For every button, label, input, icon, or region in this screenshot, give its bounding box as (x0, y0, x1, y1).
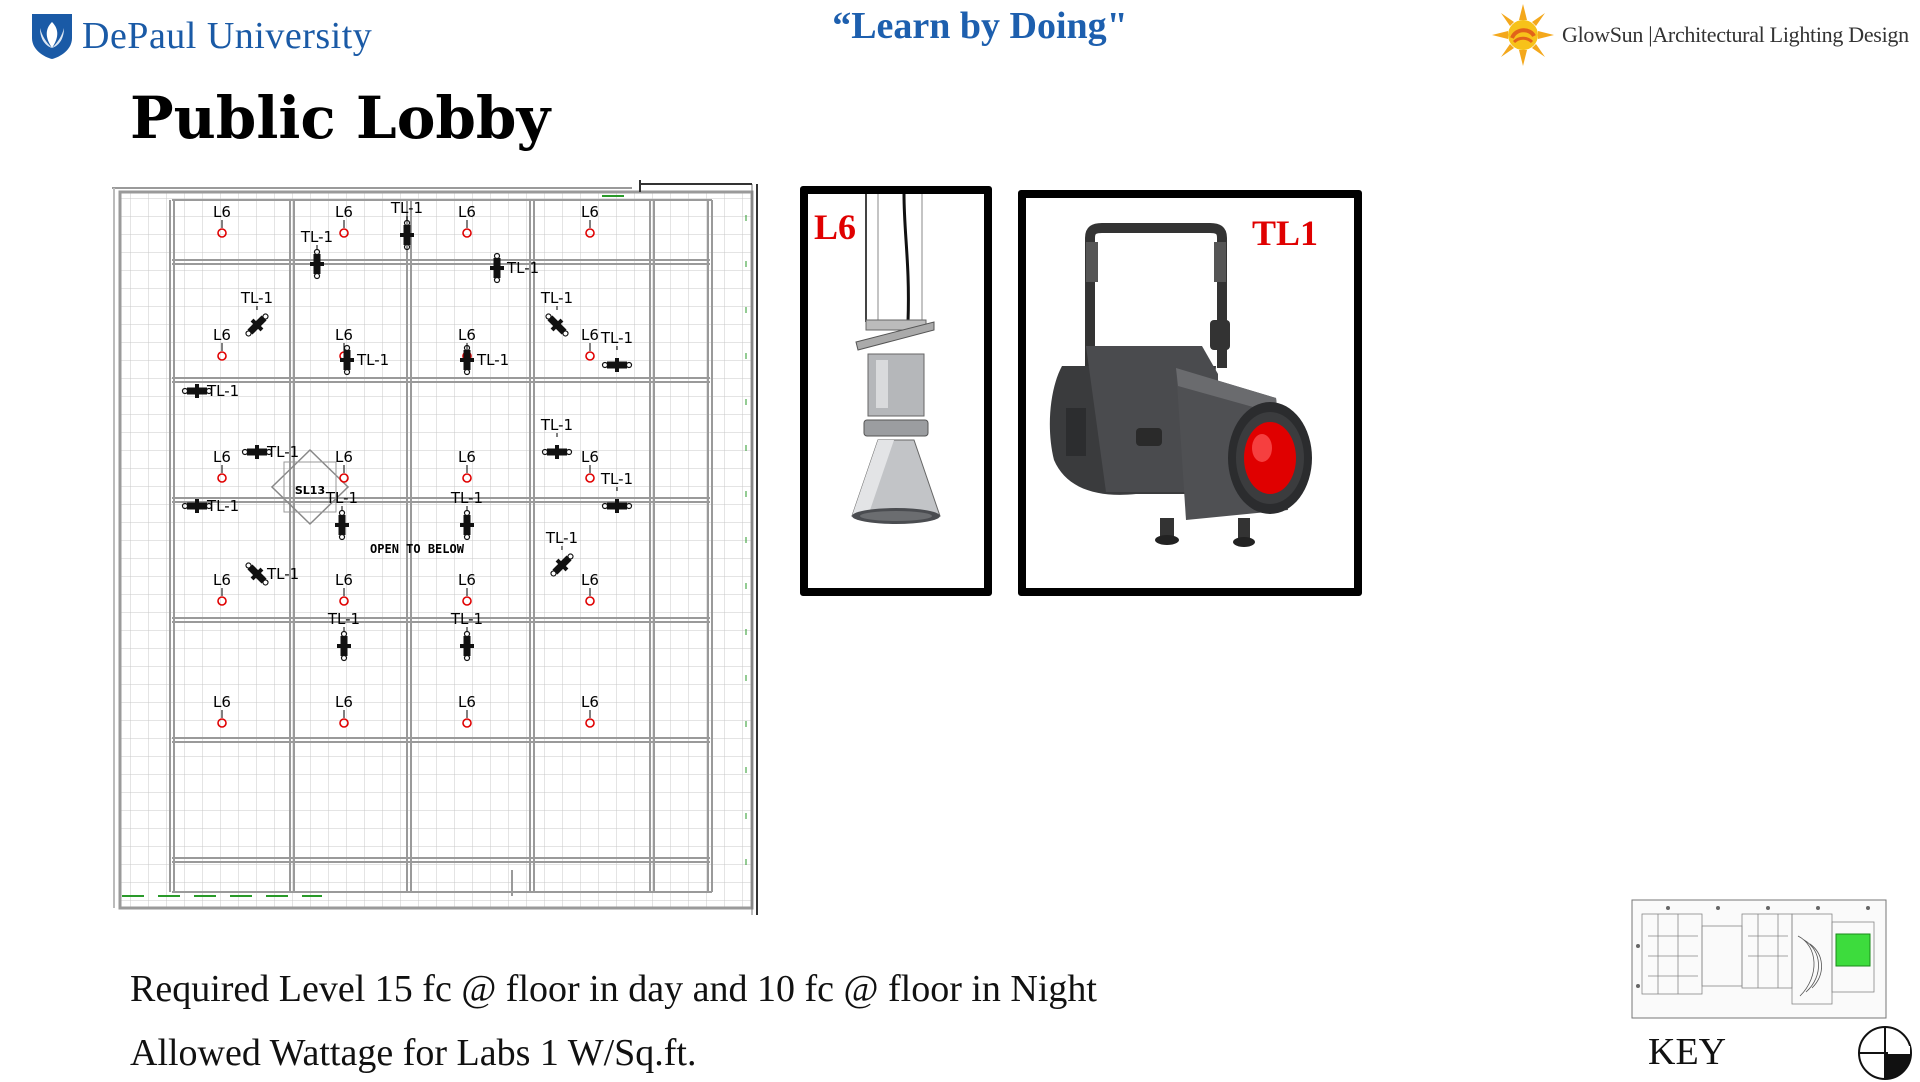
downlight-tag: L6 (581, 203, 599, 221)
downlight-tag: L6 (581, 571, 599, 589)
track-light-tag: TL-1 (240, 289, 274, 307)
track-light-tag: TL-1 (357, 351, 390, 369)
track-light-tag: TL-1 (325, 489, 359, 507)
pendant-light-image (808, 194, 984, 588)
wattage-allowance: Allowed Wattage for Labs 1 W/Sq.ft. (130, 1032, 697, 1074)
page-title: Public Lobby (130, 84, 551, 152)
downlight-tag: L6 (458, 693, 476, 711)
track-light-tag: TL-1 (207, 382, 240, 400)
room-label: OPEN TO BELOW (370, 542, 464, 556)
downlight-tag: L6 (581, 448, 599, 466)
key-plan-map (1628, 896, 1890, 1024)
column-label: SL13 (294, 484, 326, 497)
downlight-tag: L6 (213, 693, 231, 711)
track-light-tag: TL-1 (267, 565, 300, 583)
track-light-tag: TL-1 (327, 610, 361, 628)
downlight-tag: L6 (335, 693, 353, 711)
downlight-tag: L6 (581, 693, 599, 711)
downlight-tag: L6 (213, 571, 231, 589)
downlight-tag: L6 (213, 326, 231, 344)
university-name: DePaul University (82, 15, 373, 57)
track-light-tag: TL-1 (477, 351, 510, 369)
downlight-tag: L6 (458, 571, 476, 589)
track-light-tag: TL-1 (450, 610, 484, 628)
downlight-tag: L6 (335, 571, 353, 589)
ceiling-plan-svg (112, 180, 772, 915)
track-light-tag: TL-1 (450, 489, 484, 507)
downlight-tag: L6 (335, 203, 353, 221)
track-light-tag: TL-1 (267, 443, 300, 461)
downlight-tag: L6 (458, 203, 476, 221)
illuminance-requirement: Required Level 15 fc @ floor in day and 10 fc @ floor in Night (130, 968, 1097, 1010)
track-light-tag: TL-1 (540, 416, 574, 434)
tl1-fixture-panel (1018, 190, 1362, 596)
downlight-tag: L6 (213, 203, 231, 221)
l6-fixture-panel (800, 186, 992, 596)
track-light-tag: TL-1 (207, 497, 240, 515)
track-light-tag: TL-1 (600, 470, 634, 488)
studio-name: GlowSun |Architectural Lighting Design (1562, 22, 1909, 47)
track-light-tag: TL-1 (507, 259, 540, 277)
spotlight-image (1026, 198, 1354, 588)
fixture-label-tl1: TL1 (1252, 213, 1319, 253)
downlight-tag: L6 (458, 448, 476, 466)
track-light-tag: TL-1 (300, 228, 334, 246)
glowsun-logo (1490, 2, 1920, 68)
track-light-tag: TL-1 (545, 529, 579, 547)
track-light-tag: TL-1 (390, 199, 424, 217)
ceiling-plan-drawing (112, 180, 772, 915)
red-lamp (1244, 422, 1296, 494)
track-light-tag: TL-1 (540, 289, 574, 307)
track-light-tag: TL-1 (600, 329, 634, 347)
downlight-tag: L6 (335, 448, 353, 466)
downlight-tag: L6 (335, 326, 353, 344)
key-label: KEY (1648, 1031, 1727, 1073)
key-plan-svg (1628, 896, 1890, 1024)
north-arrow-icon (1856, 1024, 1914, 1082)
fixture-label-l6: L6 (814, 207, 857, 247)
tagline: “Learn by Doing" (832, 5, 1128, 47)
key-plan-highlight (1836, 934, 1870, 966)
downlight-tag: L6 (213, 448, 231, 466)
depaul-logo (30, 10, 420, 62)
downlight-tag: L6 (581, 326, 599, 344)
sun-icon (1490, 2, 1556, 68)
depaul-shield-icon (30, 12, 74, 60)
downlight-tag: L6 (458, 326, 476, 344)
